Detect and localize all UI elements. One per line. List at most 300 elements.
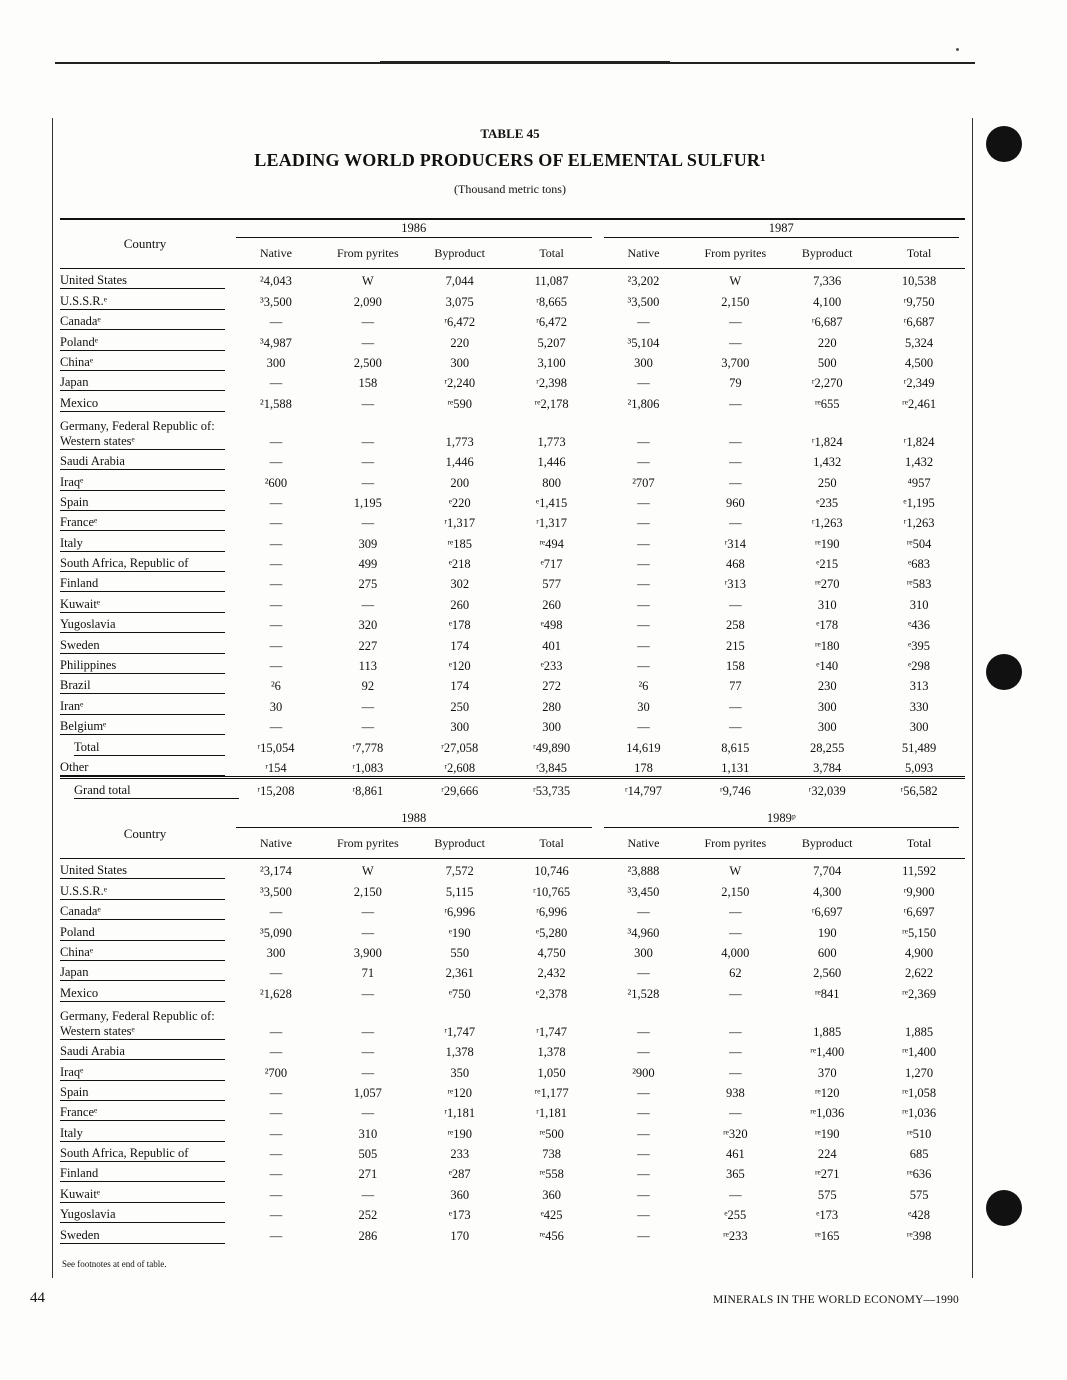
table-cell: — (729, 315, 742, 330)
table-cell: 10,746 (534, 864, 569, 879)
table-row (60, 941, 965, 961)
table-cell: 499 (358, 557, 378, 572)
table-cell: 271 (358, 1167, 378, 1182)
table-cell: 30 (637, 699, 650, 714)
table-cell: 227 (358, 638, 378, 653)
table-cell: ʳ15,054 (257, 740, 295, 755)
table-cell: 5,324 (905, 335, 934, 350)
table-cell: ʳ6,687 (903, 315, 935, 330)
country-name: Sweden (60, 1228, 225, 1244)
table-row (60, 269, 965, 290)
table-row (60, 412, 965, 450)
country-name: Italy (60, 1126, 225, 1142)
table-cell: ʳᵉ1,058 (902, 1085, 937, 1100)
table-row (60, 330, 965, 350)
table-cell: — (269, 1045, 283, 1060)
table-cell: 170 (450, 1228, 470, 1243)
country-name: Grand total (74, 783, 239, 799)
table-cell: — (269, 720, 283, 735)
table-row (60, 511, 965, 531)
table-cell: 310 (358, 1126, 378, 1141)
table-cell: — (729, 1045, 742, 1060)
table-cell: 272 (542, 679, 561, 694)
table-row (60, 981, 965, 1001)
table-cell: 300 (266, 355, 286, 370)
table-number: TABLE 45 (480, 126, 540, 141)
table-cell: 577 (542, 577, 561, 592)
table-cell: — (269, 495, 283, 510)
table-cell: ʳ14,797 (598, 777, 690, 799)
table-row (60, 371, 965, 391)
column-header-from-pyrites: From pyrites (689, 828, 781, 859)
table-cell: 1,773 (445, 434, 474, 449)
country-name: Sweden (60, 638, 225, 654)
table-cell: — (729, 396, 742, 411)
table-row (60, 715, 965, 735)
table-cell: 550 (450, 945, 470, 960)
table-cell: ʳ6,697 (903, 905, 935, 920)
table-cell: — (269, 1228, 283, 1243)
punch-hole-top (986, 126, 1022, 162)
table-cell: 1,773 (537, 434, 566, 449)
table-cell: 51,489 (901, 740, 937, 755)
table-cell: ᵉ683 (908, 557, 931, 572)
table-cell: — (637, 638, 650, 653)
country-name: Franceᵉ (60, 515, 225, 531)
table-cell: — (637, 1085, 650, 1100)
table-row (60, 879, 965, 899)
table-cell: — (361, 720, 375, 735)
table-cell: 286 (358, 1228, 378, 1243)
table-cell: — (729, 335, 742, 350)
table-cell: 1,446 (445, 455, 474, 470)
table-cell: — (361, 396, 375, 411)
table-cell: ʳ1,824 (811, 434, 843, 449)
table-cell: 8,615 (721, 740, 750, 755)
table-cell: ʳ8,665 (536, 294, 567, 309)
table-cell: ʳ1,317 (536, 516, 567, 531)
table-row (60, 470, 965, 490)
table-row (60, 1101, 965, 1121)
table-cell: — (637, 557, 650, 572)
table-cell: 7,704 (813, 864, 842, 879)
country-name: Canadaᵉ (60, 314, 225, 330)
table-cell: 62 (729, 966, 742, 981)
table-cell: 5,207 (537, 335, 566, 350)
column-header-native: Native (598, 828, 690, 859)
table-cell: ʳᵉ655 (814, 396, 840, 411)
table-cell: ʳᵉ2,369 (902, 986, 937, 1001)
table-cell: 505 (358, 1147, 378, 1162)
table-cell: — (361, 986, 375, 1001)
table-cell: 260 (542, 597, 561, 612)
table-cell: ²1,628 (260, 986, 292, 1001)
table-cell: 174 (450, 679, 470, 694)
table-cell: — (361, 516, 375, 531)
table-cell: 3,700 (721, 355, 750, 370)
table-row (60, 674, 965, 694)
table-cell: — (361, 1065, 375, 1080)
table-cell: ²4,043 (260, 274, 292, 289)
table-cell: 200 (450, 475, 470, 490)
table-row (60, 633, 965, 653)
table-cell: 4,000 (721, 945, 750, 960)
table-cell: 310 (817, 597, 837, 612)
table-cell: ᵉ220 (448, 495, 471, 510)
table-cell: ʳᵉ233 (722, 1228, 748, 1243)
table-cell: 1,432 (813, 455, 842, 470)
table-row (60, 1182, 965, 1202)
country-name: Saudi Arabia (60, 454, 225, 470)
table-cell: 92 (361, 679, 375, 694)
column-header-native: Native (230, 828, 322, 859)
table-cell: ᵉ215 (816, 557, 839, 572)
table-cell: 313 (909, 679, 929, 694)
table-cell: 3,784 (813, 760, 842, 775)
table-cell: ʳᵉ636 (906, 1167, 932, 1182)
table-cell: 365 (725, 1167, 745, 1182)
table-cell: — (637, 1208, 650, 1223)
country-name: Germany, Federal Republic of: Western statesᵉ (60, 419, 225, 450)
table-cell: — (729, 475, 742, 490)
table-cell: 7,572 (445, 864, 474, 879)
table-cell: — (637, 1167, 650, 1182)
country-name: Chinaᵉ (60, 945, 225, 961)
table-cell: ʳ49,890 (533, 740, 571, 755)
table-cell: 300 (266, 945, 286, 960)
table-cell: — (637, 495, 650, 510)
table-cell: ʳ6,472 (444, 315, 476, 330)
table-cell: — (637, 720, 650, 735)
footnote-reference: See footnotes at end of table. (62, 1259, 167, 1269)
table-cell: ᵉ428 (908, 1208, 931, 1223)
table-cell: ²707 (632, 475, 655, 490)
table-cell: 11,592 (902, 864, 937, 879)
table-cell: ʳᵉ456 (539, 1228, 564, 1243)
table-cell: ᵉ140 (816, 659, 839, 674)
table-cell: — (269, 315, 283, 330)
table-cell: ʳᵉ165 (814, 1228, 840, 1243)
year-header-1988: 1988 (236, 811, 592, 828)
table-cell: 2,432 (537, 966, 566, 981)
table-cell: — (729, 597, 742, 612)
table-cell: 300 (450, 720, 470, 735)
table-row (60, 777, 965, 799)
table-cell: ²3,174 (260, 864, 292, 879)
table-cell: — (361, 699, 375, 714)
table-row (60, 1081, 965, 1101)
table-cell: — (637, 905, 650, 920)
table-cell: — (269, 434, 283, 449)
column-header-native: Native (598, 238, 690, 269)
table-cell: 1,446 (537, 455, 566, 470)
country-name: Philippines (60, 658, 225, 674)
table-cell: ʳᵉ185 (447, 536, 473, 551)
table-cell: ʳᵉ120 (447, 1085, 473, 1100)
table-cell: 350 (450, 1065, 470, 1080)
country-name: Saudi Arabia (60, 1044, 225, 1060)
country-name: South Africa, Republic of (60, 556, 225, 572)
table-cell: ʳᵉ270 (814, 577, 840, 592)
table-row (60, 694, 965, 714)
table-cell: ²1,528 (627, 986, 660, 1001)
table-cell: ʳ6,472 (536, 315, 567, 330)
table-cell: ʳᵉ504 (906, 536, 932, 551)
table-cell: 10,538 (901, 274, 937, 289)
table-cell: 224 (817, 1147, 837, 1162)
country-name: United States (60, 273, 225, 289)
table-cell: — (637, 434, 650, 449)
country-name: Japan (60, 375, 225, 391)
country-name: Yugoslavia (60, 617, 225, 633)
country-name: Finland (60, 1166, 225, 1182)
table-cell: 468 (725, 557, 745, 572)
table-cell: 461 (725, 1147, 745, 1162)
table-cell: ³3,450 (627, 884, 660, 899)
table-cell: ʳ3,845 (536, 760, 567, 775)
table-cell: ʳᵉ1,036 (810, 1106, 845, 1121)
column-header-byproduct: Byproduct (781, 828, 873, 859)
table-cell: ʳᵉ841 (814, 986, 840, 1001)
table-row (60, 1040, 965, 1060)
table-cell: 320 (358, 618, 378, 633)
table-cell: ²1,588 (260, 396, 292, 411)
table-cell: 1,885 (905, 1024, 934, 1039)
table-row (60, 920, 965, 940)
table-cell: 2,560 (813, 966, 842, 981)
table-cell: 300 (634, 945, 653, 960)
table-cell: ʳ2,270 (811, 376, 843, 391)
country-name: Polandᵉ (60, 335, 225, 351)
table-cell: ᵉ178 (448, 618, 471, 633)
table-cell: ʳᵉ271 (814, 1167, 840, 1182)
table-cell: ᵉ498 (540, 618, 563, 633)
table-cell: — (269, 1106, 283, 1121)
country-name: Belgiumᵉ (60, 719, 225, 735)
country-name: Mexico (60, 986, 225, 1002)
table-cell: — (637, 1024, 650, 1039)
table-cell: 11,087 (534, 274, 569, 289)
table-cell: W (729, 864, 742, 879)
table-cell: 1,378 (445, 1045, 474, 1060)
country-name: Franceᵉ (60, 1105, 225, 1121)
table-cell: 300 (450, 355, 470, 370)
top-rule-accent (380, 61, 670, 64)
column-header-from-pyrites: From pyrites (322, 238, 414, 269)
table-cell: ᵉ298 (908, 659, 931, 674)
country-name: Total (74, 740, 225, 756)
table-cell: ʳ2,240 (444, 376, 476, 391)
table-cell: 960 (725, 495, 745, 510)
table-cell: ᵉ436 (908, 618, 931, 633)
table-cell: — (637, 1106, 650, 1121)
table-cell: ᵉ750 (448, 986, 471, 1001)
table-cell: ³4,960 (627, 925, 660, 940)
country-name: Chinaᵉ (60, 355, 225, 371)
table-row (60, 1162, 965, 1182)
table-cell: — (637, 315, 650, 330)
table-row (60, 450, 965, 470)
table-cell: ᵉ425 (540, 1208, 563, 1223)
table-cell: — (361, 1024, 375, 1039)
table-cell: ²600 (264, 475, 288, 490)
table-cell: 260 (450, 597, 470, 612)
table-cell: — (637, 1147, 650, 1162)
table-cell: ʳᵉ190 (447, 1126, 473, 1141)
table-cell: — (361, 455, 375, 470)
table-cell: 302 (450, 577, 470, 592)
table-cell: 30 (269, 699, 283, 714)
table-cell: — (637, 455, 650, 470)
table-cell: ʳ1,263 (903, 516, 935, 531)
column-header-country: Country (60, 828, 230, 859)
table-cell: 77 (729, 679, 742, 694)
table-cell: — (269, 1147, 283, 1162)
table-cell: 215 (725, 638, 745, 653)
table-row (60, 289, 965, 309)
table-row (60, 351, 965, 371)
table-cell: ᵉ5,280 (535, 925, 568, 940)
table-cell: — (269, 659, 283, 674)
table-cell: ᵉ255 (724, 1208, 747, 1223)
table-cell: — (269, 577, 283, 592)
country-name: Iraqᵉ (60, 1065, 225, 1081)
table-cell: — (269, 1126, 283, 1141)
column-header-byproduct: Byproduct (414, 238, 506, 269)
table-cell: ²3,202 (627, 274, 660, 289)
table-cell: 250 (817, 475, 837, 490)
table-cell: ²900 (632, 1065, 655, 1080)
column-header-total: Total (506, 828, 598, 859)
table-cell: 158 (725, 659, 745, 674)
table-row (60, 1223, 965, 1243)
column-header-country: Country (60, 238, 230, 269)
table-cell: — (269, 536, 283, 551)
table-cell: ʳᵉ120 (814, 1085, 840, 1100)
table-cell: ʳᵉ2,461 (902, 396, 937, 411)
table-cell: 1,057 (353, 1085, 382, 1100)
table-cell: 3,900 (353, 945, 382, 960)
table-cell: ʳ10,765 (533, 884, 571, 899)
table-cell: — (269, 1024, 283, 1039)
country-name: Italy (60, 536, 225, 552)
table-cell: — (361, 905, 375, 920)
table-row (60, 572, 965, 592)
table-cell: — (361, 475, 375, 490)
table-row (60, 859, 965, 880)
table-cell: ʳ9,750 (903, 294, 935, 309)
table-cell: ʳᵉ1,400 (810, 1045, 845, 1060)
table-cell: 1,195 (353, 495, 382, 510)
table-cell: ³3,500 (627, 294, 660, 309)
table-cell: — (729, 905, 742, 920)
table-cell: — (729, 699, 742, 714)
country-name: South Africa, Republic of (60, 1146, 225, 1162)
table-cell: ³5,104 (627, 335, 660, 350)
table-cell: — (361, 434, 375, 449)
table-cell: — (637, 1045, 650, 1060)
table-cell: — (637, 376, 650, 391)
table-cell: ᵉ178 (816, 618, 839, 633)
table-cell: ʳ56,582 (873, 777, 965, 799)
column-header-total: Total (506, 238, 598, 269)
table-cell: 2,150 (353, 884, 382, 899)
table-cell: — (729, 1065, 742, 1080)
table-cell: — (637, 659, 650, 674)
table-cell: 401 (542, 638, 561, 653)
table-row (60, 1121, 965, 1141)
country-name: Kuwaitᵉ (60, 1187, 225, 1203)
table-row (60, 756, 965, 778)
table-cell: 190 (817, 925, 837, 940)
table-cell: ᵉ120 (448, 659, 471, 674)
table-cell: — (269, 376, 283, 391)
table-row (60, 613, 965, 633)
table-cell: ʳᵉ2,178 (534, 396, 569, 411)
table-cell: 360 (450, 1187, 470, 1202)
table-cell: 28,255 (810, 740, 845, 755)
table-row (60, 1060, 965, 1080)
table-cell: ᵉ190 (448, 925, 471, 940)
table-cell: ʳ27,058 (441, 740, 479, 755)
column-header-native: Native (230, 238, 322, 269)
table-row (60, 391, 965, 411)
table-cell: 158 (358, 376, 378, 391)
punch-hole-bottom (986, 1190, 1022, 1226)
left-margin-line (52, 118, 53, 1278)
table-cell: ³5,090 (260, 925, 292, 940)
table-cell: 738 (542, 1147, 561, 1162)
table-cell: ʳᵉ398 (906, 1228, 932, 1243)
punch-hole-middle (986, 654, 1022, 690)
table-cell: 220 (450, 335, 470, 350)
table-cell: 5,115 (445, 884, 474, 899)
table-row (60, 900, 965, 920)
table-cell: ʳ7,778 (352, 740, 384, 755)
table-cell: ʳ1,263 (811, 516, 843, 531)
table-cell: 575 (909, 1187, 929, 1202)
table-cell: 5,093 (905, 760, 934, 775)
table-cell: ᵉ2,378 (535, 986, 568, 1001)
table-cell: 330 (909, 699, 929, 714)
table-cell: 2,150 (721, 884, 750, 899)
table-cell: 2,150 (721, 294, 750, 309)
country-name: Spain (60, 1085, 225, 1101)
country-name: Brazil (60, 678, 225, 694)
table-cell: — (269, 905, 283, 920)
table-cell: — (269, 638, 283, 653)
table-cell: ᵉ395 (908, 638, 931, 653)
table-cell: ʳ9,746 (689, 777, 781, 799)
table-cell: ʳ2,608 (444, 760, 476, 775)
table-cell: 360 (542, 1187, 561, 1202)
table-units: (Thousand metric tons) (454, 182, 566, 196)
table-row (60, 531, 965, 551)
table-cell: ʳ6,697 (811, 905, 843, 920)
table-cell: — (269, 597, 283, 612)
table-cell: ³3,500 (260, 294, 292, 309)
table-cell: ʳ1,083 (352, 760, 384, 775)
table-row (60, 592, 965, 612)
table-cell: ʳᵉ1,036 (902, 1106, 937, 1121)
table-row (60, 654, 965, 674)
table-cell: 2,090 (353, 294, 382, 309)
table-cell: ʳ9,900 (903, 884, 935, 899)
table-row (60, 1203, 965, 1223)
column-header-from-pyrites: From pyrites (689, 238, 781, 269)
table-cell: 600 (817, 945, 837, 960)
table-cell: 1,885 (813, 1024, 842, 1039)
